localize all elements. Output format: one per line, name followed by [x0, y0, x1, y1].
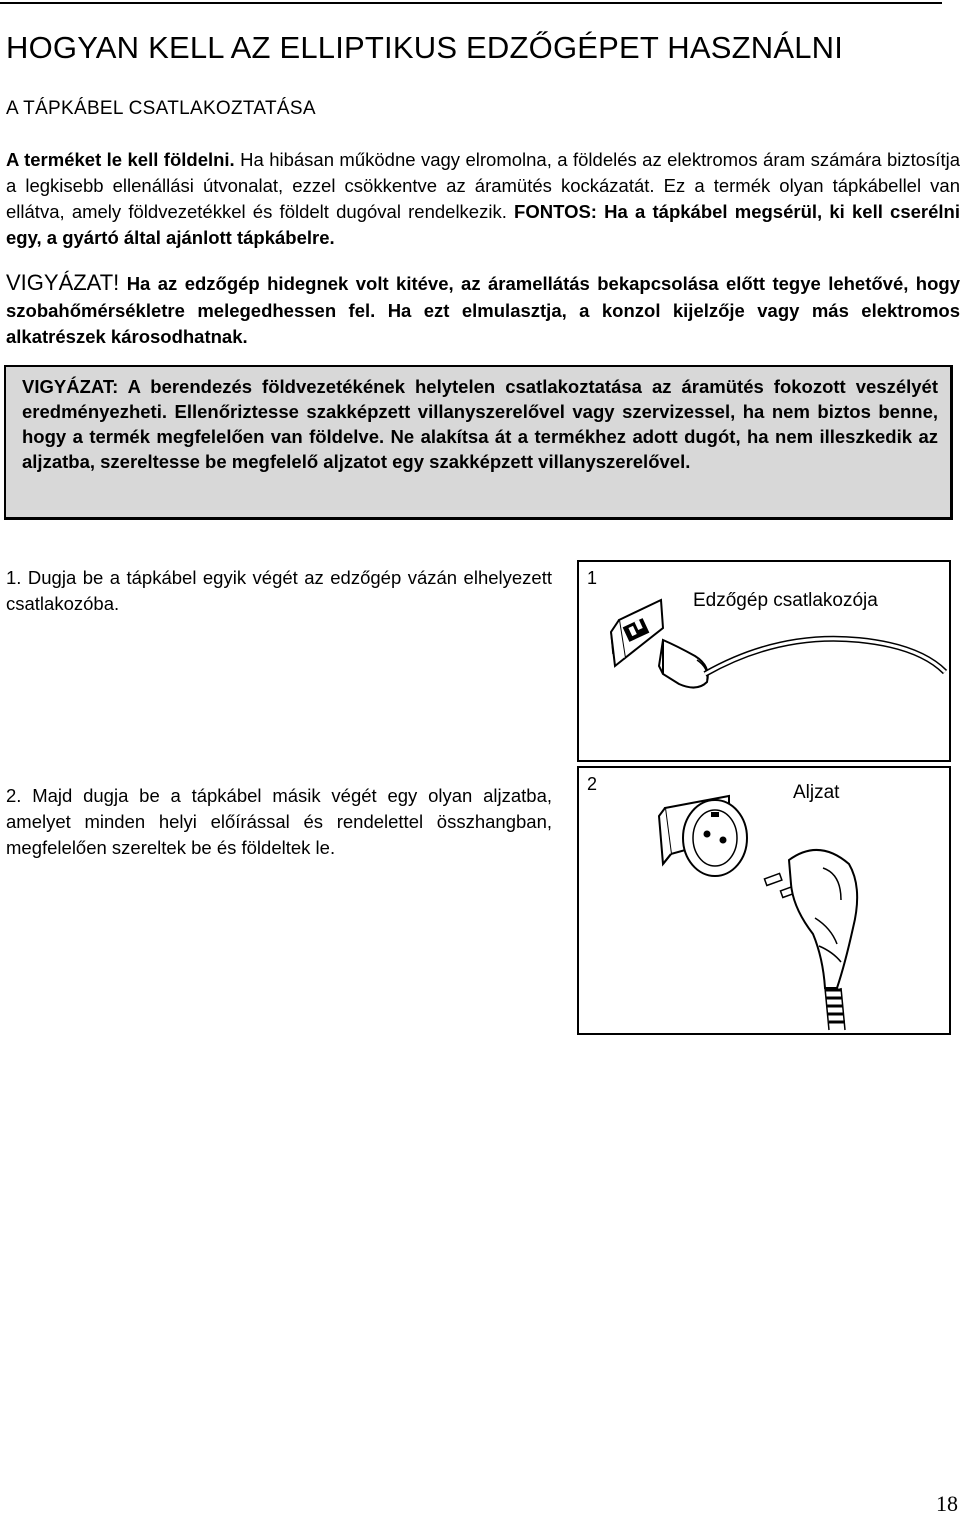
caution-label: VIGYÁZAT!	[6, 270, 120, 295]
figure-2-label: Aljzat	[793, 782, 840, 803]
cold-warning-text: Ha az edzőgép hidegnek volt kitéve, az áramellátás bekapcsolása előtt tegye lehetővé, hogy szobahőmérsékletre melegedhessen fel. Ha ezt elmulasztja, a konzol kijelzője vagy más elektromos alkatrészek károsodhatnak.	[6, 273, 960, 347]
step-2-text: 2. Majd dugja be a tápkábel másik végét egy olyan aljzatba, amelyet minden helyi előírással és rendelettel összhangban, megfelelően szereltek be és földeltek le.	[6, 785, 552, 858]
grounding-paragraph	[6, 147, 960, 251]
section-subtitle: A TÁPKÁBEL CSATLAKOZTATÁSA	[6, 98, 316, 119]
warning-box-text: VIGYÁZAT: A berendezés földvezetékének helytelen csatlakoztatása az áramütés fokozott veszélyét eredményezheti. Ellenőriztesse szakképzett villanyszerelővel vagy szervizessel, ha nem biztos benne, hogy a termék megfelelően van földelve. Ne alakítsa át a termékhez adott dugót, ha nem illeszkedik az aljzatba, szereltesse be megfelelő aljzatot egy szakképzett villanyszerelővel.	[22, 376, 938, 472]
figure-2-number: 2	[587, 774, 598, 794]
figure-1-label: Edzőgép csatlakozója	[693, 590, 878, 611]
page-title: HOGYAN KELL AZ ELLIPTIKUS EDZŐGÉPET HASZNÁLNI	[6, 30, 844, 65]
grounding-text: Ha hibásan működne vagy elromolna, a földelés az elektromos áram számára biztosítja a legkisebb ellenállási útvonalat, ezzel csökkentve az áramütés kockázatát. Ez a termék olyan tápkábellel van ellátva, amely földvezetékkel és földelt dugóval rendelkezik.	[6, 149, 960, 222]
figure-1	[577, 560, 951, 762]
figure-1-number: 1	[587, 568, 598, 588]
wall-socket-illustration	[579, 768, 949, 1033]
top-rule	[0, 2, 942, 4]
important-note: FONTOS: Ha a tápkábel megsérül, ki kell cserélni egy, a gyártó által ajánlott tápkábelre.	[6, 201, 960, 248]
figure-2	[577, 766, 951, 1035]
cold-warning-paragraph	[6, 270, 960, 351]
page-number: 18	[936, 1491, 958, 1516]
grounding-intro: A terméket le kell földelni.	[6, 149, 235, 170]
warning-box	[4, 365, 953, 520]
step-1-text: 1. Dugja be a tápkábel egyik végét az edzőgép vázán elhelyezett csatlakozóba.	[6, 567, 552, 614]
